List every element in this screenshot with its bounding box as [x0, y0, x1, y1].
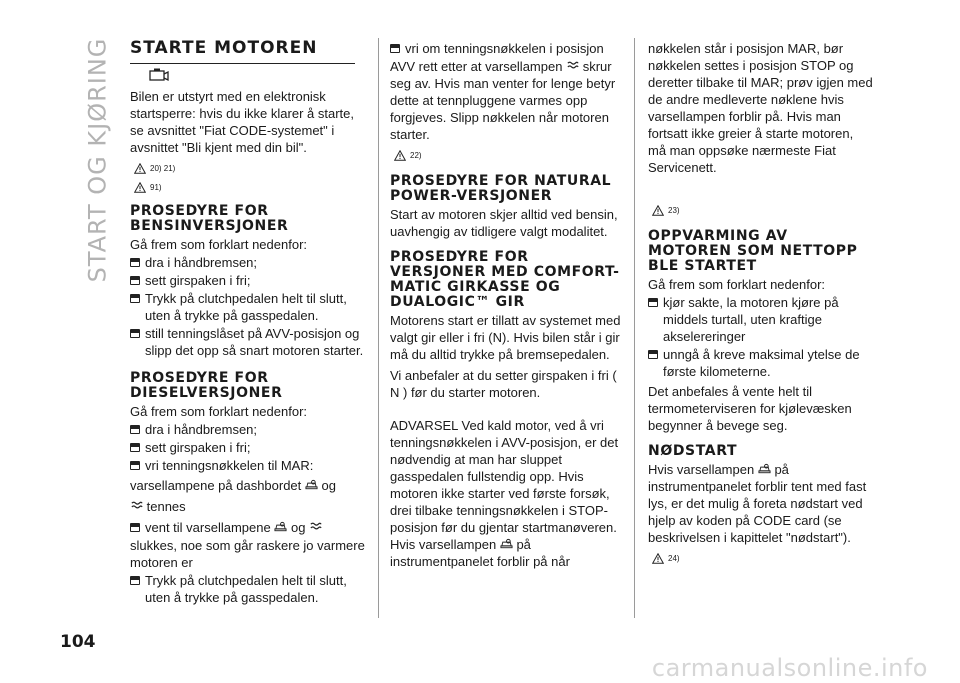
diesel-step4-cont: slukkes, noe som går raskere jo varmere motoren er	[130, 538, 365, 570]
watermark: carmanualsonline.info	[651, 654, 928, 682]
intro-text: Bilen er utstyrt med en elektronisk startsperre: hvis du ikke klarer å starte, se avsnittet "Fiat CODE-systemet" i avsnittet "Bli kjent med din bil".	[130, 89, 354, 155]
diesel-lamps-text: varsellampene på dashbordet og	[130, 478, 336, 493]
heading-warmup: OPPVARMING AV MOTOREN SOM NETTOPP BLE STARTET	[648, 228, 858, 274]
immobilizer-car-key-icon	[305, 479, 318, 491]
checkbox-bullet-icon	[130, 294, 140, 303]
glow-plug-icon	[130, 500, 143, 512]
engine-fuel-icon	[148, 68, 368, 86]
petrol-intro: Gå frem som forklart nedenfor:	[130, 237, 308, 252]
list-item: dra i håndbremsen;	[130, 421, 368, 438]
continued-text: nøkkelen står i posisjon MAR, bør nøkkelen settes i posisjon STOP og deretter tilbake til MAR; prøv igjen med de andre medleverte nøklene hvis varsellampen forblir på. Hvis man fortsatt ikke greier å starte motoren, må man oppsøke nærmeste Fiat Servicenett.	[648, 41, 873, 175]
column-divider	[378, 38, 379, 618]
checkbox-bullet-icon	[130, 443, 140, 452]
list-item: vri om tenningsnøkkelen i posisjon	[390, 40, 622, 57]
checkbox-bullet-icon	[130, 276, 140, 285]
warning-ref-row: 23)	[652, 202, 874, 219]
warning-ref-row: 20) 21)	[134, 160, 368, 177]
warning-ref-row: 24)	[652, 550, 874, 567]
diesel-lamps-text-2: tennes	[130, 498, 368, 515]
list-item: Trykk på clutchpedalen helt til slutt, uten å trykke på gasspedalen.	[130, 572, 368, 606]
glow-plug-icon	[566, 60, 579, 72]
list-item: sett girspaken i fri;	[130, 439, 368, 456]
checkbox-bullet-icon	[648, 298, 658, 307]
immobilizer-car-key-icon	[758, 463, 771, 475]
list-item: vri tenningsnøkkelen til MAR:	[130, 457, 368, 474]
heading-comfort-matic: PROSEDYRE FOR VERSJONER MED COMFORT-MATIC GIRKASSE OG DUALOGIC™ GIR	[390, 249, 620, 310]
side-section-label: START OG KJØRING	[83, 37, 112, 283]
glow-plug-icon	[309, 521, 322, 533]
checkbox-bullet-icon	[130, 523, 140, 532]
warning-triangle-icon	[652, 205, 664, 216]
diesel-intro: Gå frem som forklart nedenfor:	[130, 404, 308, 419]
warning-triangle-icon	[652, 553, 664, 564]
comfort-text-1: Motorens start er tillatt av systemet med valgt gir eller i fri (N). Hvis bilen står i gir må du alltid trykke på bremsepedalen.	[390, 313, 621, 362]
emergency-text: Hvis varsellampen på instrumentpanelet forblir tent med fast lys, er det mulig å foreta nødstart ved hjelp av koden på CODE card (se beskrivelsen i kapittelet "nødstart").	[648, 462, 867, 545]
checkbox-bullet-icon	[130, 329, 140, 338]
warning-triangle-icon	[394, 150, 406, 161]
heading-emergency: NØDSTART	[648, 443, 738, 459]
checkbox-bullet-icon	[130, 461, 140, 470]
column-2	[390, 40, 622, 574]
checkbox-bullet-icon	[390, 44, 400, 53]
warmup-text: Det anbefales å vente helt til termometerviseren for kjølevæsken begynner å bevege seg.	[648, 384, 852, 433]
list-item: dra i håndbremsen;	[130, 254, 368, 271]
page-number: 104	[60, 632, 96, 652]
warning-triangle-icon	[134, 163, 146, 174]
checkbox-bullet-icon	[130, 425, 140, 434]
warmup-intro: Gå frem som forklart nedenfor:	[648, 277, 826, 292]
heading-diesel: PROSEDYRE FOR DIESELVERSJONER	[130, 370, 283, 401]
list-item: kjør sakte, la motoren kjøre på middels turtall, uten kraftige akselereringer	[648, 294, 874, 345]
warning-text: ADVARSEL Ved kald motor, ved å vri tenningsnøkkelen i AVV-posisjon, er det nødvendig at man har sluppet gasspedalen fullstendig opp. Hvis motoren ikke starter ved første forsøk, drei tilbake tenningsnøkkelen i STOP-posisjon før du gjentar startmanøveren. Hvis varsellampen på instrumentpanelet forblir på når	[390, 418, 619, 569]
warning-ref-row: 91)	[134, 179, 368, 196]
checkbox-bullet-icon	[130, 576, 140, 585]
list-item: unngå å kreve maksimal ytelse de første kilometerne.	[648, 346, 874, 380]
list-item: Trykk på clutchpedalen helt til slutt, uten å trykke på gasspedalen.	[130, 290, 368, 324]
heading-petrol: PROSEDYRE FOR BENSINVERSJONER	[130, 203, 289, 234]
diesel-step-cont: AVV rett etter at varsellampen skrur seg av. Hvis man venter for lenge betyr dette at tennpluggene varmes opp forgjeves. Slipp nøkkelen når motoren starter.	[390, 59, 616, 142]
warning-ref-row: 22)	[394, 147, 622, 164]
warning-triangle-icon	[134, 182, 146, 193]
heading-natural-power: PROSEDYRE FOR NATURAL POWER-VERSJONER	[390, 173, 612, 204]
column-1	[130, 40, 368, 607]
column-divider	[634, 38, 635, 618]
checkbox-bullet-icon	[648, 350, 658, 359]
immobilizer-car-key-icon	[500, 538, 513, 550]
natural-text: Start av motoren skjer alltid ved bensin, uavhengig av tidligere valgt modalitet.	[390, 207, 618, 239]
comfort-text-2: Vi anbefaler at du setter girspaken i fri ( N ) før du starter motoren.	[390, 368, 617, 400]
immobilizer-car-key-icon	[274, 521, 287, 533]
list-item: vent til varsellampene og	[130, 519, 368, 536]
column-3	[648, 40, 874, 569]
checkbox-bullet-icon	[130, 258, 140, 267]
section-title: STARTE MOTOREN	[130, 40, 355, 64]
list-item: still tenningslåset på AVV-posisjon og slipp det opp så snart motoren starter.	[130, 325, 368, 359]
list-item: sett girspaken i fri;	[130, 272, 368, 289]
